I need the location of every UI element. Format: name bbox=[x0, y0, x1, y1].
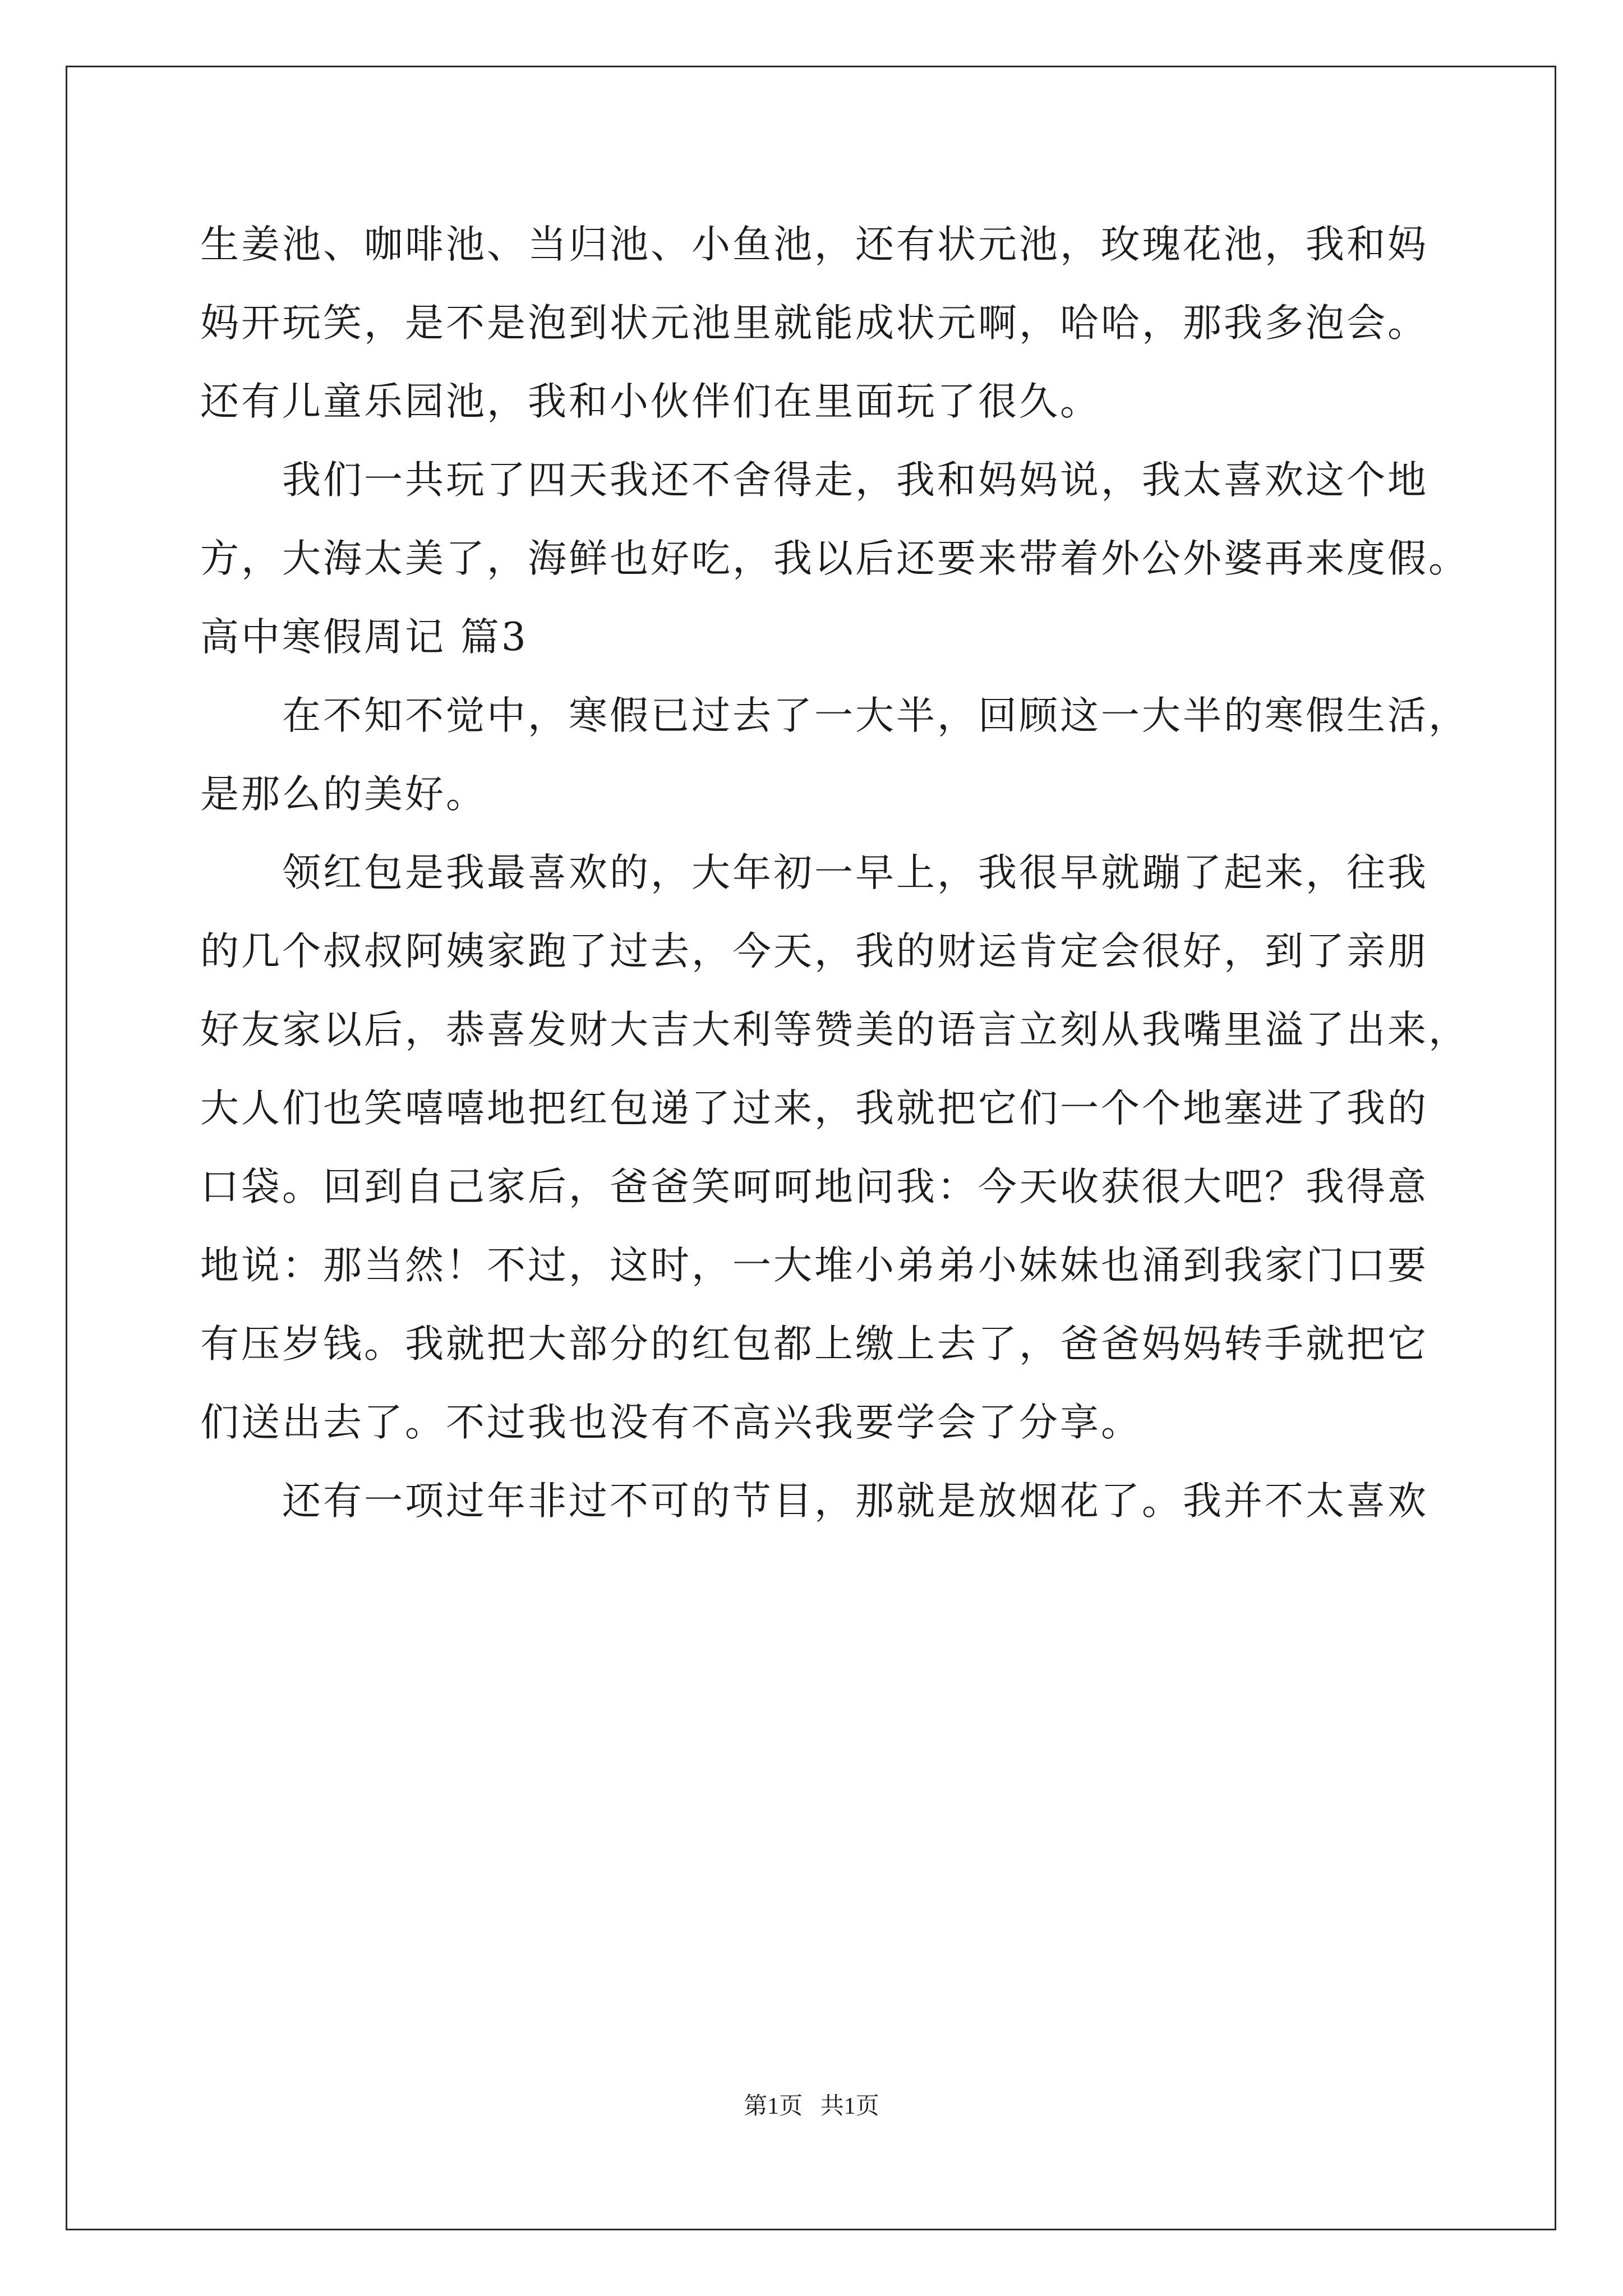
text-line: 地说：那当然！不过，这时，一大堆小弟弟小妹妹也涌到我家门口要 bbox=[200, 1243, 1428, 1288]
text-line: 的几个叔叔阿姨家跑了过去，今天，我的财运肯定会很好，到了亲朋 bbox=[200, 929, 1428, 974]
page-number-footer: 第1页 共1页 bbox=[744, 2093, 879, 2119]
text-line: 好友家以后，恭喜发财大吉大利等赞美的语言立刻从我嘴里溢了出来， bbox=[200, 1007, 1469, 1052]
text-line: 还有儿童乐园池，我和小伙伴们在里面玩了很久。 bbox=[200, 379, 1101, 424]
text-line: 口袋。回到自己家后，爸爸笑呵呵地问我：今天收获很大吧？我得意 bbox=[200, 1165, 1428, 1209]
text-line: 方，大海太美了，海鲜也好吃，我以后还要来带着外公外婆再来度假。 bbox=[200, 536, 1469, 581]
text-line: 有压岁钱。我就把大部分的红包都上缴上去了，爸爸妈妈转手就把它 bbox=[200, 1322, 1428, 1366]
text-line: 们送出去了。不过我也没有不高兴我要学会了分享。 bbox=[200, 1400, 1142, 1445]
paragraph-start-line: 还有一项过年非过不可的节目，那就是放烟花了。我并不太喜欢 bbox=[282, 1479, 1428, 1524]
text-line: 妈开玩笑，是不是泡到状元池里就能成状元啊，哈哈，那我多泡会。 bbox=[200, 301, 1428, 346]
text-line: 生姜池、咖啡池、当归池、小鱼池，还有状元池，玫瑰花池，我和妈 bbox=[200, 222, 1428, 267]
paragraph-start-line: 领红包是我最喜欢的，大年初一早上，我很早就蹦了起来，往我 bbox=[282, 850, 1428, 895]
paragraph-start-line: 我们一共玩了四天我还不舍得走，我和妈妈说，我太喜欢这个地 bbox=[282, 458, 1428, 503]
text-line: 大人们也笑嘻嘻地把红包递了过来，我就把它们一个个地塞进了我的 bbox=[200, 1086, 1428, 1131]
section-heading: 高中寒假周记 篇3 bbox=[200, 615, 528, 660]
text-line: 是那么的美好。 bbox=[200, 772, 487, 817]
paragraph-start-line: 在不知不觉中，寒假已过去了一大半，回顾这一大半的寒假生活， bbox=[282, 693, 1469, 738]
